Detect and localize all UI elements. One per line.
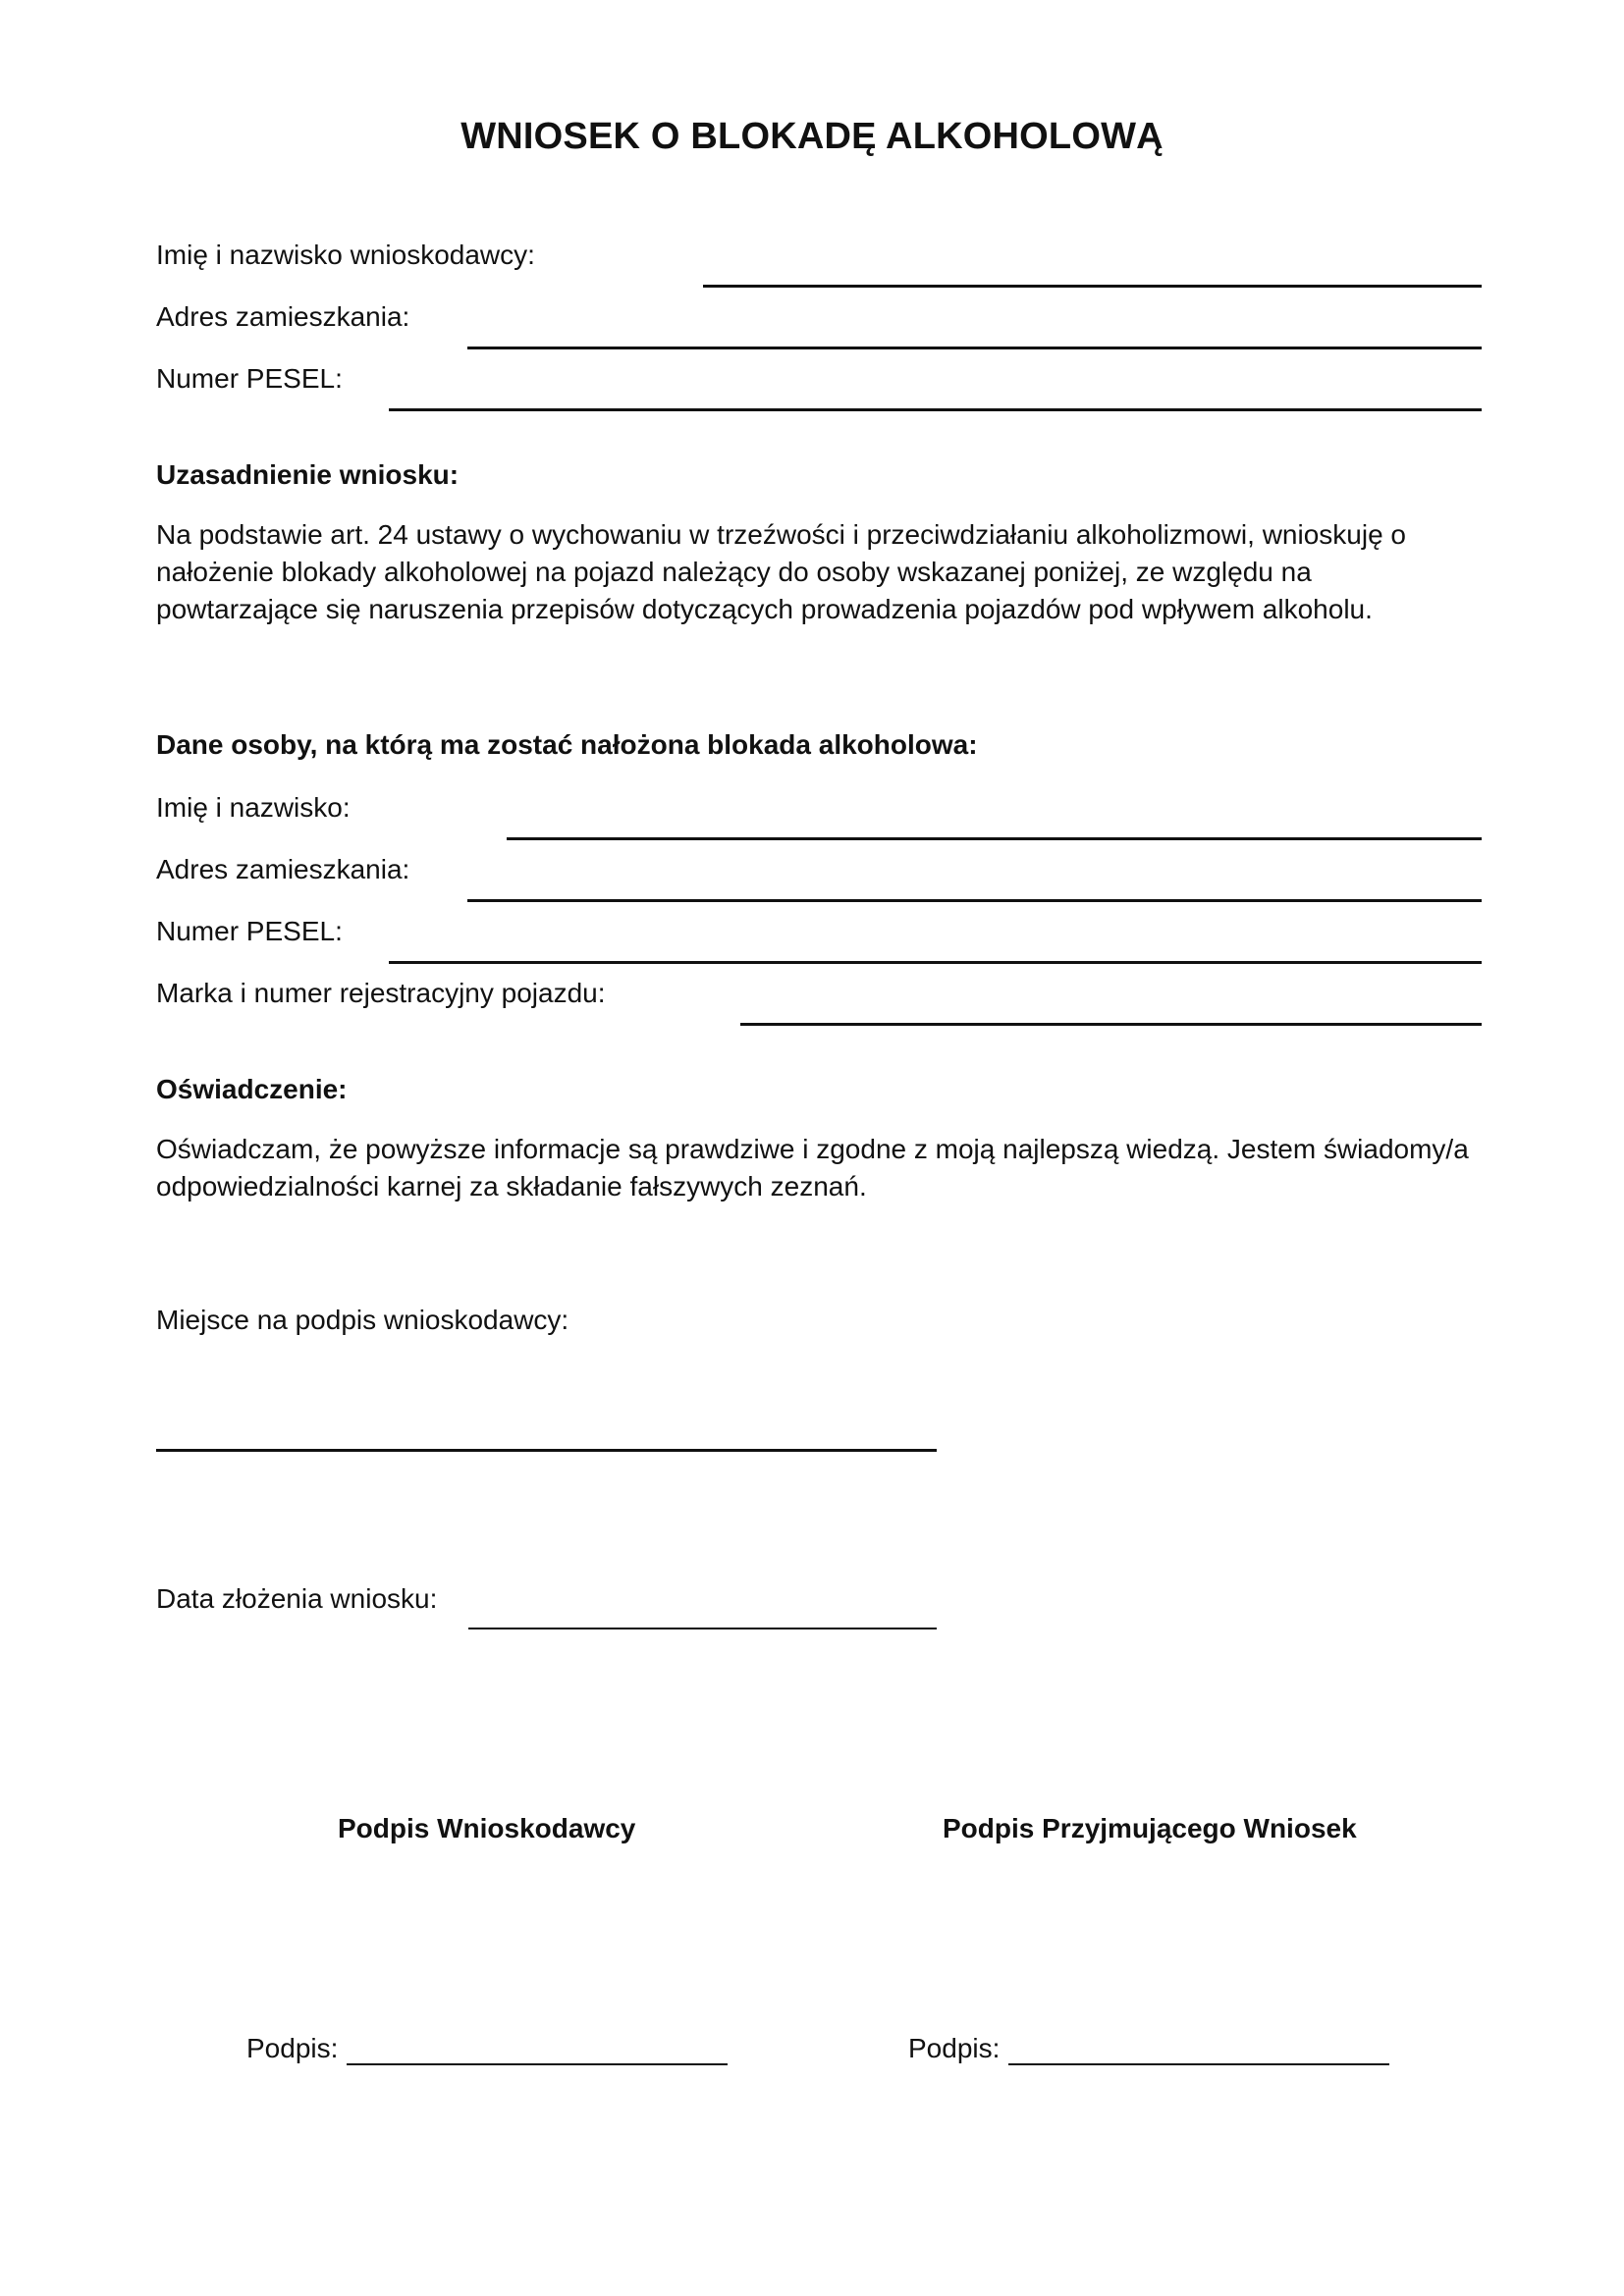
subject-pesel-field[interactable] [156,915,1482,964]
justification-line: Na podstawie art. 24 ustawy o wychowaniu w trzeźwości i przeciwdziałaniu alkoholizmowi, wnioskuję o [156,519,1407,550]
applicant-address-field[interactable] [156,300,1482,349]
justification-heading: Uzasadnienie wniosku: [156,459,460,490]
receiver-sign-field[interactable] [908,2032,1391,2071]
subject-name-field[interactable] [156,791,1482,840]
applicant-address-label: Adres zamieszkania: [156,301,410,332]
subject-address-line[interactable] [467,899,1482,902]
justification-line: powtarzające się naruszenia przepisów dotyczących prowadzenia pojazdów pod wpływem alkoholu. [156,594,1373,624]
subject-name-label: Imię i nazwisko: [156,792,351,823]
applicant-pesel-label: Numer PESEL: [156,363,343,394]
subject-address-field[interactable] [156,853,1482,902]
applicant-pesel-field[interactable] [156,362,1482,411]
receiver-sign-line[interactable] [1008,2063,1389,2065]
declaration-line: odpowiedzialności karnej za składanie fałszywych zeznań. [156,1171,867,1201]
applicant-name-field[interactable] [156,239,1482,288]
applicant-name-line[interactable] [703,285,1482,288]
submission-date-label: Data złożenia wniosku: [156,1583,438,1614]
subject-address-label: Adres zamieszkania: [156,854,410,884]
subject-pesel-label: Numer PESEL: [156,916,343,946]
receiver-signature-heading: Podpis Przyjmującego Wniosek [943,1813,1357,1843]
applicant-name-label: Imię i nazwisko wnioskodawcy: [156,240,535,270]
subject-pesel-line[interactable] [389,961,1482,964]
declaration-text [156,1131,1491,1205]
subject-name-line[interactable] [507,837,1482,840]
page-title: WNIOSEK O BLOKADĘ ALKOHOLOWĄ [460,116,1164,157]
justification-text [156,516,1491,628]
submission-date-field[interactable] [156,1582,942,1631]
justification-line: nałożenie blokady alkoholowej na pojazd należący do osoby wskazanej poniżej, ze względu na [156,557,1312,587]
applicant-signature-line[interactable] [156,1449,937,1452]
submission-date-line[interactable] [468,1628,937,1629]
receiver-sign-label: Podpis: [908,2033,1001,2063]
subject-heading: Dane osoby, na którą ma zostać nałożona blokada alkoholowa: [156,729,978,760]
applicant-address-line[interactable] [467,347,1482,349]
vehicle-field[interactable] [156,977,1482,1026]
vehicle-label: Marka i numer rejestracyjny pojazdu: [156,978,606,1008]
declaration-heading: Oświadczenie: [156,1074,348,1104]
applicant-signature-heading: Podpis Wnioskodawcy [338,1813,636,1843]
signature-place-label: Miejsce na podpis wnioskodawcy: [156,1305,569,1335]
applicant-sign-field[interactable] [246,2032,730,2071]
applicant-sign-line[interactable] [347,2063,728,2065]
applicant-pesel-line[interactable] [389,408,1482,411]
declaration-line: Oświadczam, że powyższe informacje są prawdziwe i zgodne z moją najlepszą wiedzą. Jestem świadomy/a [156,1134,1469,1164]
vehicle-line[interactable] [740,1023,1482,1026]
applicant-sign-label: Podpis: [246,2033,339,2063]
